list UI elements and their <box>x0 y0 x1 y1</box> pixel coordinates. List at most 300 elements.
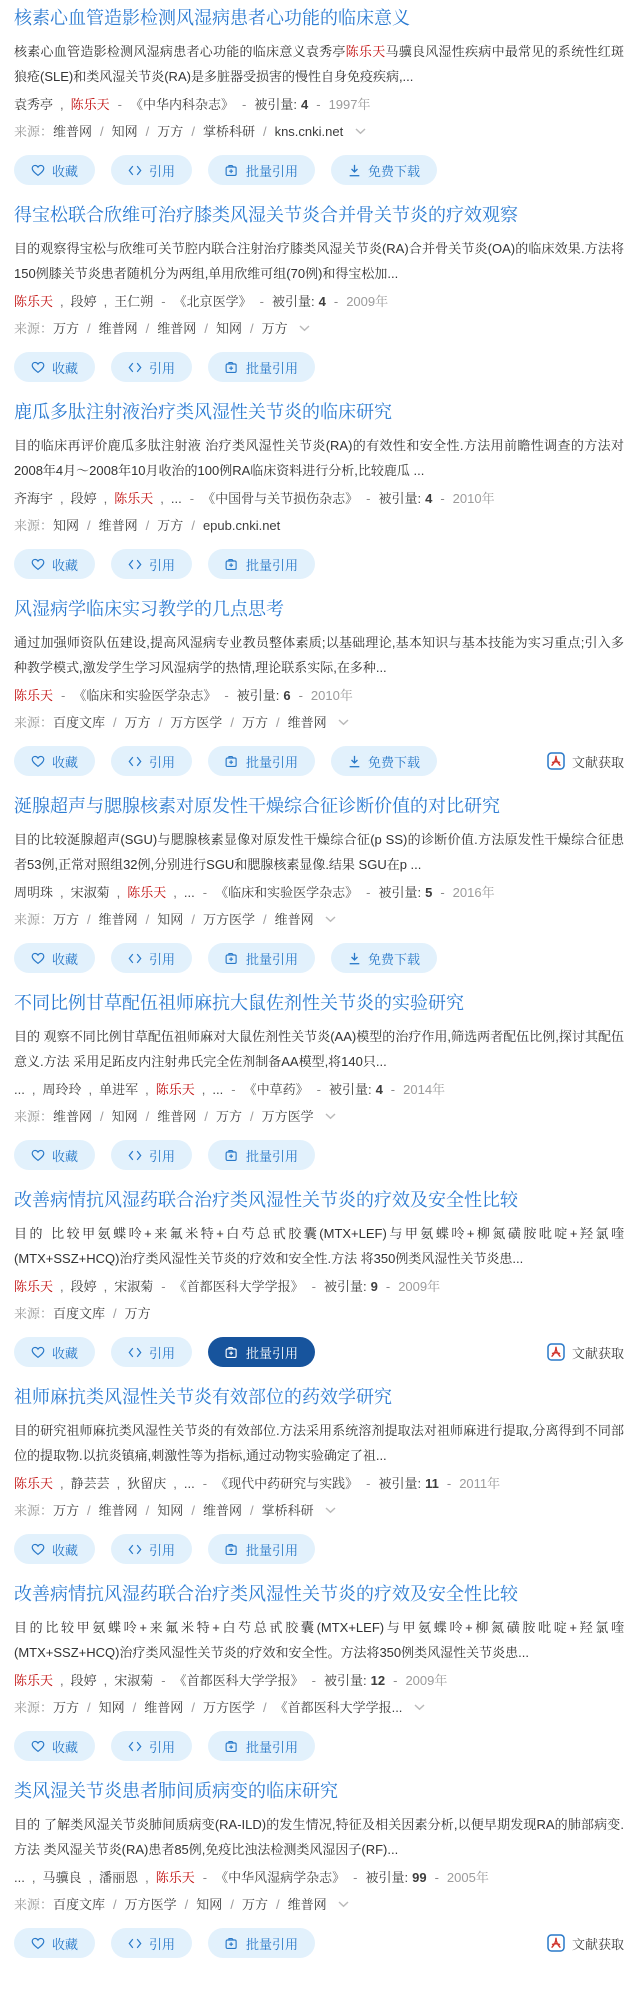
code-brackets-icon <box>128 559 142 570</box>
source-link[interactable]: 知网 <box>157 1503 184 1518</box>
batch-cite-icon <box>225 1740 239 1753</box>
batch-cite-button[interactable] <box>208 943 315 973</box>
paper-title-link[interactable]: 祖师麻抗类风湿性关节炎有效部位的药效学研究 <box>14 1387 392 1407</box>
source-separator: / <box>230 715 234 730</box>
chevron-down-icon[interactable] <box>325 1113 336 1120</box>
source-prefix-label: 来源： <box>14 1700 54 1715</box>
cited-count-label: 被引量: <box>378 491 422 506</box>
favorite-button[interactable] <box>14 1928 95 1958</box>
cited-count-value: 9 <box>370 1279 378 1294</box>
paper-source-line <box>14 315 624 342</box>
author-link[interactable]: 宋淑菊 <box>114 1673 154 1688</box>
chevron-down-icon[interactable] <box>325 916 336 923</box>
meta-separator: - <box>202 885 208 900</box>
search-result <box>14 1385 624 1564</box>
source-link[interactable]: 万方 <box>53 1503 80 1518</box>
cite-button[interactable] <box>111 1337 192 1367</box>
batch-cite-icon <box>225 558 239 571</box>
source-separator: / <box>145 518 150 533</box>
batch-cite-label: 批量引用 <box>246 1936 299 1952</box>
cited-count-label: 被引量: <box>324 1673 367 1688</box>
highlighted-author-link[interactable]: 陈乐天 <box>14 1279 54 1294</box>
batch-cite-icon <box>225 1149 239 1162</box>
source-link[interactable]: 维普网 <box>144 1700 184 1715</box>
author-separator: , <box>60 97 64 112</box>
author-link[interactable]: 潘丽恩 <box>99 1870 139 1885</box>
batch-cite-label: 批量引用 <box>246 1148 299 1164</box>
doc-access-link[interactable] <box>547 1343 624 1362</box>
meta-separator: - <box>366 491 371 506</box>
highlighted-author-link[interactable]: 陈乐天 <box>127 885 167 900</box>
batch-cite-button[interactable] <box>208 155 315 185</box>
source-link[interactable]: kns.cnki.net <box>274 124 344 139</box>
source-separator: / <box>230 1897 234 1912</box>
paper-title-link[interactable]: 不同比例甘草配伍祖师麻抗大鼠佐剂性关节炎的实验研究 <box>14 993 464 1013</box>
doc-access-label: 文献获取 <box>571 754 624 770</box>
paper-title-link[interactable]: 得宝松联合欣维可治疗膝类风湿关节炎合并骨关节炎的疗效观察 <box>14 205 518 225</box>
meta-separator: - <box>242 97 247 112</box>
source-link[interactable]: 百度文库 <box>53 1306 106 1321</box>
source-prefix-label: 来源： <box>14 321 54 336</box>
code-brackets-icon <box>128 1938 142 1949</box>
source-link[interactable]: 百度文库 <box>53 715 106 730</box>
highlighted-author-link[interactable]: 陈乐天 <box>14 294 54 309</box>
highlighted-author-link[interactable]: 陈乐天 <box>114 491 154 506</box>
cited-count-value: 4 <box>375 1082 383 1097</box>
source-separator: / <box>145 1503 150 1518</box>
cited-count-label: 被引量: <box>236 688 280 703</box>
journal-link[interactable]: 《北京医学》 <box>173 294 252 309</box>
cite-label: 引用 <box>149 360 176 376</box>
batch-cite-button[interactable] <box>208 1928 315 1958</box>
source-link[interactable]: 万方医学 <box>261 1109 314 1124</box>
code-brackets-icon <box>128 1150 142 1161</box>
paper-actions <box>14 1337 624 1367</box>
source-link[interactable]: 知网 <box>98 1700 125 1715</box>
search-result <box>14 794 624 973</box>
paper-source-line <box>14 1694 624 1721</box>
meta-separator: - <box>366 885 371 900</box>
journal-link[interactable]: 《首都医科大学学报》 <box>173 1673 304 1688</box>
batch-cite-button[interactable] <box>208 746 315 776</box>
batch-cite-button[interactable] <box>208 549 315 579</box>
source-link[interactable]: 维普网 <box>98 321 138 336</box>
paper-meta-line <box>14 1667 624 1694</box>
cited-count-value: 4 <box>318 294 326 309</box>
cite-button[interactable] <box>111 1534 192 1564</box>
source-separator: / <box>100 1109 104 1124</box>
favorite-button[interactable] <box>14 1534 95 1564</box>
author-link[interactable]: 齐海宇 <box>14 491 54 506</box>
source-link[interactable]: 万方 <box>261 321 288 336</box>
abstract-text: 核素心血管造影检测风湿病患者心功能的临床意义袁秀亭 <box>14 44 346 59</box>
cited-count-label: 被引量: <box>328 1082 372 1097</box>
favorite-button[interactable] <box>14 1140 95 1170</box>
source-link[interactable]: 维普网 <box>98 912 138 927</box>
code-brackets-icon <box>128 362 142 373</box>
source-link[interactable]: 万方 <box>53 321 80 336</box>
paper-meta-line <box>14 682 624 709</box>
batch-cite-button[interactable] <box>208 1731 315 1761</box>
abstract-text: 目的研究祖师麻抗类风湿性关节炎的有效部位.方法采用系统溶剂提取法对祖师麻进行提取,分离得到不同部位的提取物.以抗炎镇痛,刺激性等为指标,通过动物实验确定了祖... <box>14 1423 624 1463</box>
author-link[interactable]: 段婷 <box>70 1279 97 1294</box>
author-link[interactable]: 周玲玲 <box>42 1082 82 1097</box>
abstract-text: 马骥良风湿性疾病中最常见的系统性红斑狼疮(SLE)和类风湿关节炎(RA)是多脏器受损害的慢性自身免疫疾病,... <box>14 44 624 84</box>
code-brackets-icon <box>128 1347 142 1358</box>
heart-icon <box>31 361 45 374</box>
cite-label: 引用 <box>149 557 176 573</box>
author-separator: , <box>116 885 121 900</box>
source-separator: / <box>145 124 150 139</box>
source-separator: / <box>100 124 104 139</box>
paper-source-line <box>14 1891 624 1918</box>
paper-title-link[interactable]: 类风湿关节炎患者肺间质病变的临床研究 <box>14 1781 338 1801</box>
source-separator: / <box>262 124 267 139</box>
source-link[interactable]: 万方医学 <box>202 1700 255 1715</box>
source-link[interactable]: 万方 <box>53 1700 80 1715</box>
paper-abstract <box>14 236 624 286</box>
source-separator: / <box>191 1503 195 1518</box>
paper-abstract <box>14 1615 624 1665</box>
paper-abstract <box>14 39 624 89</box>
source-separator: / <box>158 715 163 730</box>
author-separator: , <box>103 491 108 506</box>
meta-separator: - <box>446 1476 452 1491</box>
favorite-label: 收藏 <box>52 1148 79 1164</box>
doc-access-label: 文献获取 <box>571 1936 624 1952</box>
author-link[interactable]: 狄留庆 <box>127 1476 167 1491</box>
author-separator: , <box>103 294 108 309</box>
heart-icon <box>31 755 45 768</box>
paper-abstract <box>14 827 624 877</box>
chevron-down-icon[interactable] <box>338 719 349 726</box>
cited-count-label: 被引量: <box>272 294 315 309</box>
source-separator: / <box>184 1897 189 1912</box>
author-separator: , <box>173 885 177 900</box>
paper-actions <box>14 746 624 776</box>
source-link[interactable]: 万方 <box>53 912 80 927</box>
chevron-down-icon[interactable] <box>325 1507 336 1514</box>
paper-source-line <box>14 906 624 933</box>
paper-abstract <box>14 1221 624 1271</box>
paper-meta-line <box>14 1864 624 1891</box>
meta-separator: - <box>231 1082 236 1097</box>
meta-separator: - <box>61 688 66 703</box>
source-link[interactable]: 万方医学 <box>202 912 255 927</box>
cited-count-label: 被引量: <box>254 97 297 112</box>
meta-separator: - <box>366 1476 371 1491</box>
source-separator: / <box>262 912 267 927</box>
favorite-button[interactable] <box>14 155 95 185</box>
cite-button[interactable] <box>111 549 192 579</box>
favorite-button[interactable] <box>14 1731 95 1761</box>
paper-meta-line <box>14 1076 624 1103</box>
code-brackets-icon <box>128 953 142 964</box>
author-separator: , <box>31 1870 36 1885</box>
paper-actions <box>14 1928 624 1958</box>
meta-separator: - <box>434 1870 439 1885</box>
source-link[interactable]: 知网 <box>157 912 184 927</box>
source-link[interactable]: 维普网 <box>157 321 197 336</box>
chevron-down-icon[interactable] <box>299 325 310 332</box>
favorite-label: 收藏 <box>52 360 79 376</box>
author-link[interactable]: 马骥良 <box>42 1870 82 1885</box>
paper-title-link[interactable]: 风湿病学临床实习教学的几点思考 <box>14 599 284 619</box>
author-separator: , <box>145 1870 149 1885</box>
chevron-down-icon[interactable] <box>338 1901 349 1908</box>
source-prefix-label: 来源： <box>14 1503 54 1518</box>
cited-count-value: 4 <box>425 491 433 506</box>
source-link[interactable]: epub.cnki.net <box>202 518 281 533</box>
batch-cite-button[interactable] <box>208 1534 315 1564</box>
source-prefix-label: 来源： <box>14 1109 54 1124</box>
search-result <box>14 6 624 185</box>
meta-separator: - <box>311 1673 316 1688</box>
highlighted-author-link[interactable]: 陈乐天 <box>70 97 110 112</box>
free-download-label: 免费下载 <box>368 951 421 967</box>
download-icon <box>348 164 361 177</box>
author-link[interactable]: 袁秀亭 <box>14 97 54 112</box>
cite-button[interactable] <box>111 1140 192 1170</box>
source-prefix-label: 来源： <box>14 1897 54 1912</box>
cited-count-value: 4 <box>300 97 309 112</box>
pdf-icon <box>547 752 565 770</box>
source-link[interactable]: 百度文库 <box>53 1897 106 1912</box>
cite-label: 引用 <box>149 1739 176 1755</box>
author-link[interactable]: 段婷 <box>70 491 97 506</box>
cite-button[interactable] <box>111 943 192 973</box>
search-result <box>14 597 624 776</box>
paper-title-link[interactable]: 涎腺超声与腮腺核素对原发性干燥综合征诊断价值的对比研究 <box>14 796 500 816</box>
source-link[interactable]: 维普网 <box>287 715 327 730</box>
source-link[interactable]: 掌桥科研 <box>261 1503 314 1518</box>
batch-cite-icon <box>225 952 239 965</box>
favorite-label: 收藏 <box>52 557 79 573</box>
author-link: ... <box>170 491 182 506</box>
abstract-text: 目的比较涎腺超声(SGU)与腮腺核素显像对原发性干燥综合征(p SS)的诊断价值.方法原发性干燥综合征患者53例,正常对照组32例,分别进行SGU和腮腺核素显像.结果 SGU在p ... <box>14 832 624 872</box>
batch-cite-label: 批量引用 <box>246 557 299 573</box>
source-link[interactable]: 万方 <box>124 715 151 730</box>
author-link[interactable]: 宋淑菊 <box>114 1279 154 1294</box>
author-separator: , <box>60 491 64 506</box>
source-separator: / <box>191 912 195 927</box>
free-download-button[interactable] <box>331 943 437 973</box>
cite-button[interactable] <box>111 1928 192 1958</box>
batch-cite-label: 批量引用 <box>246 1542 299 1558</box>
heart-icon <box>31 164 45 177</box>
author-link[interactable]: 静芸芸 <box>70 1476 110 1491</box>
paper-title-link[interactable]: 鹿瓜多肽注射液治疗类风湿性关节炎的临床研究 <box>14 402 392 422</box>
cite-button[interactable] <box>111 1731 192 1761</box>
meta-separator: - <box>202 1476 208 1491</box>
source-link[interactable]: 万方 <box>241 715 268 730</box>
meta-separator: - <box>440 491 445 506</box>
source-prefix-label: 来源： <box>14 1306 54 1321</box>
author-link[interactable]: 单进军 <box>99 1082 139 1097</box>
favorite-label: 收藏 <box>52 1542 79 1558</box>
source-separator: / <box>113 715 117 730</box>
highlighted-author-link[interactable]: 陈乐天 <box>14 1476 54 1491</box>
paper-meta-line <box>14 91 624 118</box>
journal-link[interactable]: 《中华风湿病学杂志》 <box>215 1870 346 1885</box>
paper-title-link[interactable]: 核素心血管造影检测风湿病患者心功能的临床意义 <box>14 8 410 28</box>
source-separator: / <box>87 1700 91 1715</box>
batch-cite-icon <box>225 755 239 768</box>
source-link[interactable]: 万方 <box>157 518 184 533</box>
favorite-label: 收藏 <box>52 754 79 770</box>
pdf-icon <box>547 1343 565 1361</box>
doc-access-link[interactable] <box>547 1934 624 1953</box>
download-icon <box>348 952 361 965</box>
source-link[interactable]: 知网 <box>215 321 242 336</box>
cited-count-label: 被引量: <box>324 1279 367 1294</box>
favorite-label: 收藏 <box>52 1739 79 1755</box>
publish-year: 2010年 <box>310 688 353 703</box>
author-link: ... <box>14 1082 25 1097</box>
source-link[interactable]: 万方医学 <box>170 715 223 730</box>
source-link[interactable]: 维普网 <box>287 1897 327 1912</box>
source-separator: / <box>145 321 150 336</box>
batch-cite-icon <box>225 1543 239 1556</box>
free-download-button[interactable] <box>331 155 437 185</box>
cite-button[interactable] <box>111 746 192 776</box>
author-link: ... <box>183 1476 195 1491</box>
source-link[interactable]: 万方 <box>241 1897 268 1912</box>
author-link[interactable]: 段婷 <box>70 294 97 309</box>
meta-separator: - <box>333 294 339 309</box>
free-download-button[interactable] <box>331 746 437 776</box>
highlighted-author-in-abstract: 陈乐天 <box>345 44 386 59</box>
author-separator: , <box>88 1870 93 1885</box>
batch-cite-button[interactable] <box>208 1337 315 1367</box>
journal-link[interactable]: 《临床和实验医学杂志》 <box>215 885 359 900</box>
doc-access-link[interactable] <box>547 752 624 771</box>
source-separator: / <box>249 1109 254 1124</box>
heart-icon <box>31 1149 45 1162</box>
source-link[interactable]: 知网 <box>53 518 80 533</box>
batch-cite-button[interactable] <box>208 1140 315 1170</box>
source-link[interactable]: 维普网 <box>53 1109 93 1124</box>
abstract-text: 目的临床再评价鹿瓜多肽注射液 治疗类风湿性关节炎(RA)的有效性和安全性.方法用前瞻性调查的方法对2008年4月～2008年10月收治的100例RA临床资料进行分析,比较鹿瓜 ... <box>14 438 624 478</box>
cite-label: 引用 <box>149 951 176 967</box>
favorite-button[interactable] <box>14 746 95 776</box>
source-separator: / <box>87 518 91 533</box>
highlighted-author-link[interactable]: 陈乐天 <box>14 688 54 703</box>
journal-link[interactable]: 《中国骨与关节损伤杂志》 <box>202 491 359 506</box>
source-link[interactable]: 万方 <box>157 124 184 139</box>
cite-button[interactable] <box>111 155 192 185</box>
search-result <box>14 1779 624 1958</box>
source-link[interactable]: 知网 <box>196 1897 223 1912</box>
publish-year: 2011年 <box>459 1476 501 1491</box>
code-brackets-icon <box>128 1741 142 1752</box>
cited-count-value: 12 <box>370 1673 386 1688</box>
source-separator: / <box>262 1700 267 1715</box>
source-link[interactable]: 万方 <box>124 1306 151 1321</box>
author-separator: , <box>31 1082 36 1097</box>
journal-link[interactable]: 《首都医科大学学报》 <box>173 1279 304 1294</box>
paper-source-line <box>14 1300 624 1327</box>
source-link[interactable]: 知网 <box>111 1109 138 1124</box>
source-separator: / <box>191 124 195 139</box>
meta-separator: - <box>311 1279 316 1294</box>
source-link[interactable]: 维普网 <box>53 124 93 139</box>
highlighted-author-link[interactable]: 陈乐天 <box>155 1082 195 1097</box>
cited-count-label: 被引量: <box>378 885 422 900</box>
paper-actions <box>14 943 624 973</box>
batch-cite-label: 批量引用 <box>246 754 299 770</box>
favorite-button[interactable] <box>14 943 95 973</box>
meta-separator: - <box>161 1673 166 1688</box>
publish-year: 2005年 <box>446 1870 489 1885</box>
batch-cite-label: 批量引用 <box>246 1345 299 1361</box>
author-separator: , <box>160 491 164 506</box>
batch-cite-label: 批量引用 <box>246 360 299 376</box>
heart-icon <box>31 558 45 571</box>
cited-count-value: 6 <box>283 688 291 703</box>
source-separator: / <box>249 321 254 336</box>
source-prefix-label: 来源： <box>14 518 54 533</box>
cite-button[interactable] <box>111 352 192 382</box>
meta-separator: - <box>189 491 195 506</box>
download-icon <box>348 755 361 768</box>
author-link[interactable]: 周明珠 <box>14 885 54 900</box>
source-link[interactable]: 万方医学 <box>124 1897 177 1912</box>
favorite-button[interactable] <box>14 549 95 579</box>
journal-link[interactable]: 《中华内科杂志》 <box>130 97 235 112</box>
highlighted-author-link[interactable]: 陈乐天 <box>155 1870 195 1885</box>
paper-title-link[interactable]: 改善病情抗风湿药联合治疗类风湿性关节炎的疗效及安全性比较 <box>14 1584 518 1604</box>
author-separator: , <box>60 885 64 900</box>
paper-title-link[interactable]: 改善病情抗风湿药联合治疗类风湿性关节炎的疗效及安全性比较 <box>14 1190 518 1210</box>
favorite-button[interactable] <box>14 352 95 382</box>
source-link[interactable]: 维普网 <box>157 1109 197 1124</box>
author-separator: , <box>201 1082 206 1097</box>
source-link[interactable]: 万方 <box>215 1109 242 1124</box>
chevron-down-icon[interactable] <box>414 1704 425 1711</box>
highlighted-author-link[interactable]: 陈乐天 <box>14 1673 54 1688</box>
source-link[interactable]: 维普网 <box>202 1503 242 1518</box>
author-link[interactable]: 宋淑菊 <box>70 885 110 900</box>
meta-separator: - <box>316 97 321 112</box>
source-link[interactable]: 维普网 <box>274 912 314 927</box>
source-link[interactable]: 维普网 <box>98 1503 138 1518</box>
free-download-label: 免费下载 <box>368 754 421 770</box>
author-separator: , <box>145 1082 149 1097</box>
favorite-button[interactable] <box>14 1337 95 1367</box>
search-result <box>14 1188 624 1367</box>
source-link[interactable]: 掌桥科研 <box>202 124 255 139</box>
batch-cite-button[interactable] <box>208 352 315 382</box>
journal-link[interactable]: 《现代中药研究与实践》 <box>215 1476 359 1491</box>
batch-cite-icon <box>225 361 239 374</box>
paper-abstract <box>14 1812 624 1862</box>
meta-separator: - <box>316 1082 321 1097</box>
journal-link[interactable]: 《临床和实验医学杂志》 <box>73 688 217 703</box>
journal-link[interactable]: 《中草药》 <box>243 1082 309 1097</box>
source-separator: / <box>145 912 150 927</box>
paper-meta-line <box>14 1470 624 1497</box>
source-link[interactable]: 知网 <box>111 124 138 139</box>
paper-meta-line <box>14 485 624 512</box>
chevron-down-icon[interactable] <box>355 128 366 135</box>
source-link[interactable]: 维普网 <box>98 518 138 533</box>
author-link[interactable]: 段婷 <box>70 1673 97 1688</box>
cite-label: 引用 <box>149 1936 176 1952</box>
source-link[interactable]: 《首都医科大学学报... <box>274 1700 403 1715</box>
author-link[interactable]: 王仁朔 <box>114 294 154 309</box>
source-separator: / <box>191 1700 195 1715</box>
